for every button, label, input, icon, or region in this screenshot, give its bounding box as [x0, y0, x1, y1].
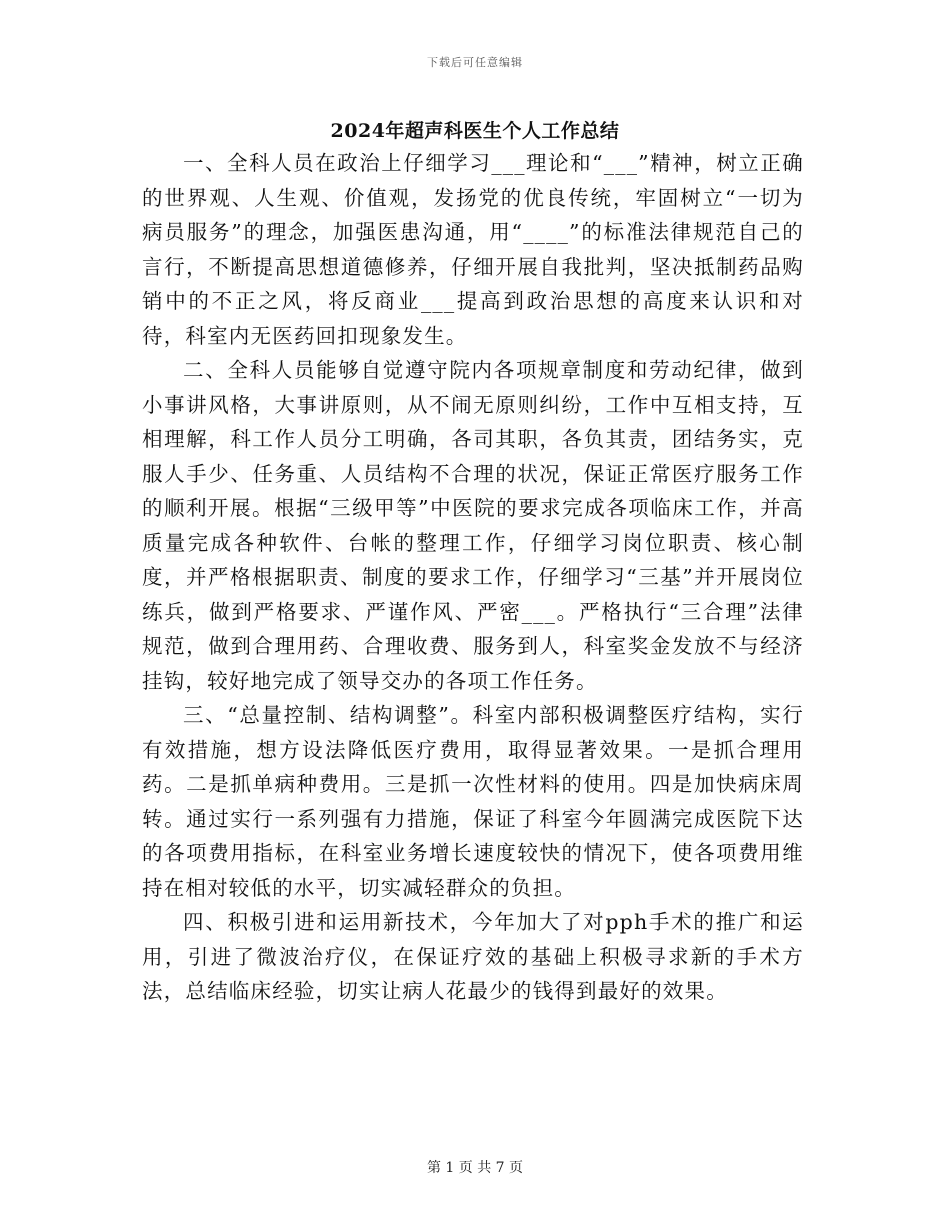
paragraph-3: 三、“总量控制、结构调整”。科室内部积极调整医疗结构，实行有效措施，想方设法降低医疗费用，取得显著效果。一是抓合理用药。二是抓单病种费用。三是抓一次性材料的使用。四是加快病床周转。通过实行一系列强有力措施，保证了科室今年圆满完成医院下达的各项费用指标，在科室业务增长速度较快的情况下，使各项费用维持在相对较低的水平，切实减轻群众的负担。: [142, 703, 804, 900]
paragraph-2: 二、全科人员能够自觉遵守院内各项规章制度和劳动纪律，做到小事讲风格，大事讲原则，从不闹无原则纠纷，工作中互相支持，互相理解，科工作人员分工明确，各司其职，各负其责，团结务实，克服人手少、任务重、人员结构不合理的状况，保证正常医疗服务工作的顺利开展。根据“三级甲等”中医院的要求完成各项临床工作，并高质量完成各种软件、台帐的整理工作，仔细学习岗位职责、核心制度，并严格根据职责、制度的要求工作，仔细学习“三基”并开展岗位练兵，做到严格要求、严谨作风、严密___。严格执行“三合理”法律规范，做到合理用药、合理收费、服务到人，科室奖金发放不与经济挂钩，较好地完成了领导交办的各项工作任务。: [142, 358, 804, 693]
page-header-note: 下载后可任意编辑: [427, 56, 523, 69]
page-number: 第 1 页 共 7 页: [426, 1160, 524, 1176]
paragraph-4: 四、积极引进和运用新技术，今年加大了对pph手术的推广和运用，引进了微波治疗仪，在保证疗效的基础上积极寻求新的手术方法，总结临床经验，切实让病人花最少的钱得到最好的效果。: [142, 910, 804, 1003]
paragraph-1: 一、全科人员在政治上仔细学习___理论和“___”精神，树立正确的世界观、人生观、价值观，发扬党的优良传统，牢固树立“一切为病员服务”的理念，加强医患沟通，用“____”的标准法律规范自己的言行，不断提高思想道德修养，仔细开展自我批判，坚决抵制药品购销中的不正之风，将反商业___提高到政治思想的高度来认识和对待，科室内无医药回扣现象发生。: [142, 151, 804, 348]
document-title: 2024年超声科医生个人工作总结: [330, 120, 620, 142]
document-body: [142, 146, 804, 1009]
